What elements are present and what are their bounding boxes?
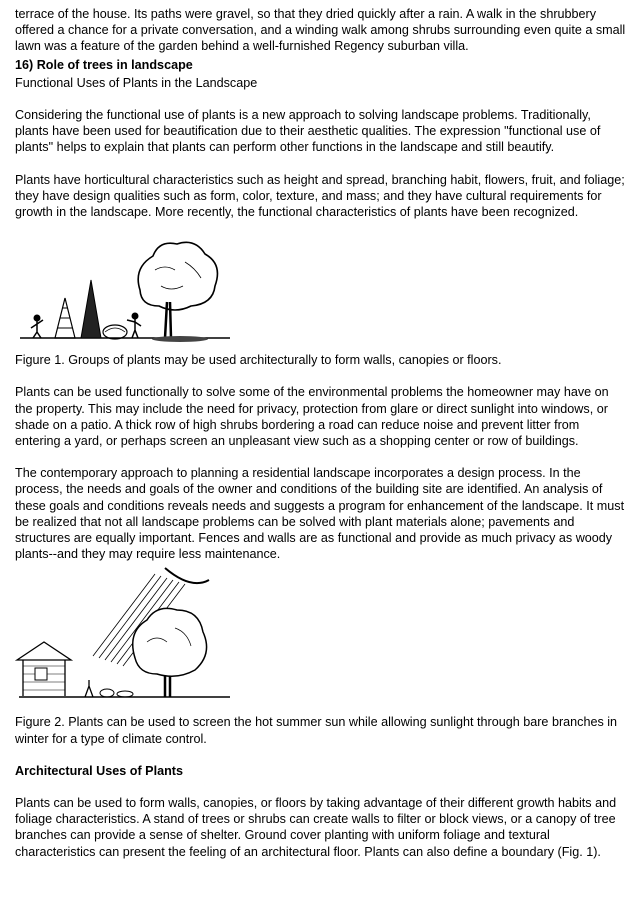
figure-1	[15, 220, 627, 348]
paragraph-characteristics: Plants have horticultural characteristics such as height and spread, branching habit, flowers, fruit, and foliage; they have design qualities such as form, color, texture, and mass; and they have cultural requirements for growth in the landscape. More recently, the functional characteristics of plants have been recognized.	[15, 172, 625, 220]
paragraph-functional: Considering the functional use of plants is a new approach to solving landscape problems. Traditionally, plants have been used for beautification due to their aesthetic qualities. The expression "functional use of plants" helps to explain that plants can perform other functions in the landscape and still beautify.	[15, 108, 601, 155]
heading-architectural: Architectural Uses of Plants	[15, 763, 183, 778]
paragraph-architectural: Plants can be used to form walls, canopies, or floors by taking advantage of their different growth habits and foliage characteristics. A stand of trees or shrubs can create walls to filter or block views, or a canopy of tree branches can provide a sense of shelter. Ground cover planting with uniform foliage and textural characteristics can present the feeling of an architectural floor. Plants can also define a boundary (Fig. 1).	[15, 796, 617, 859]
paragraph-design-process: The contemporary approach to planning a residential landscape incorporates a design process. In the process, the needs and goals of the owner and conditions of the building site are identified. An analysis of these goals and conditions reveals needs and suggests a program for enhancement of the landscape. It must be realized that not all landscape problems can be solved with plant materials alone; pavements and structures are equally important. Fences and walls are as functional and provide as much privacy as woody plants--and they may require less maintenance.	[15, 466, 625, 562]
intro-paragraph: terrace of the house. Its paths were gravel, so that they dried quickly after a rain. A walk in the shrubbery offered a chance for a private conversation, and a winding walk among shrubs surrounding even quite a small lawn was a feature of the garden behind a well-furnished Regency suburban villa.	[15, 7, 626, 54]
section-heading: 16) Role of trees in landscape	[15, 57, 193, 72]
figure-2-illustration	[15, 562, 235, 712]
figure-2-caption: Figure 2. Plants can be used to screen the hot summer sun while allowing sunlight through bare branches in winter for a type of climate control.	[15, 715, 618, 746]
figure-1-caption: Figure 1. Groups of plants may be used architecturally to form walls, canopies or floors.	[15, 353, 502, 368]
paragraph-environmental: Plants can be used functionally to solve some of the environmental problems the homeowner may have on the property. This may include the need for privacy, protection from glare or direct sunlight into windows, or shade on a patio. A thick row of high shrubs bordering a road can reduce noise and prevent litter from entering a yard, or perhaps screen an unpleasant view such as a shopping center or row of buildings.	[15, 385, 609, 449]
document-page	[15, 6, 627, 860]
figure-1-illustration	[15, 220, 235, 348]
figure-2	[15, 562, 627, 712]
subheading-functional: Functional Uses of Plants in the Landscape	[15, 75, 258, 90]
